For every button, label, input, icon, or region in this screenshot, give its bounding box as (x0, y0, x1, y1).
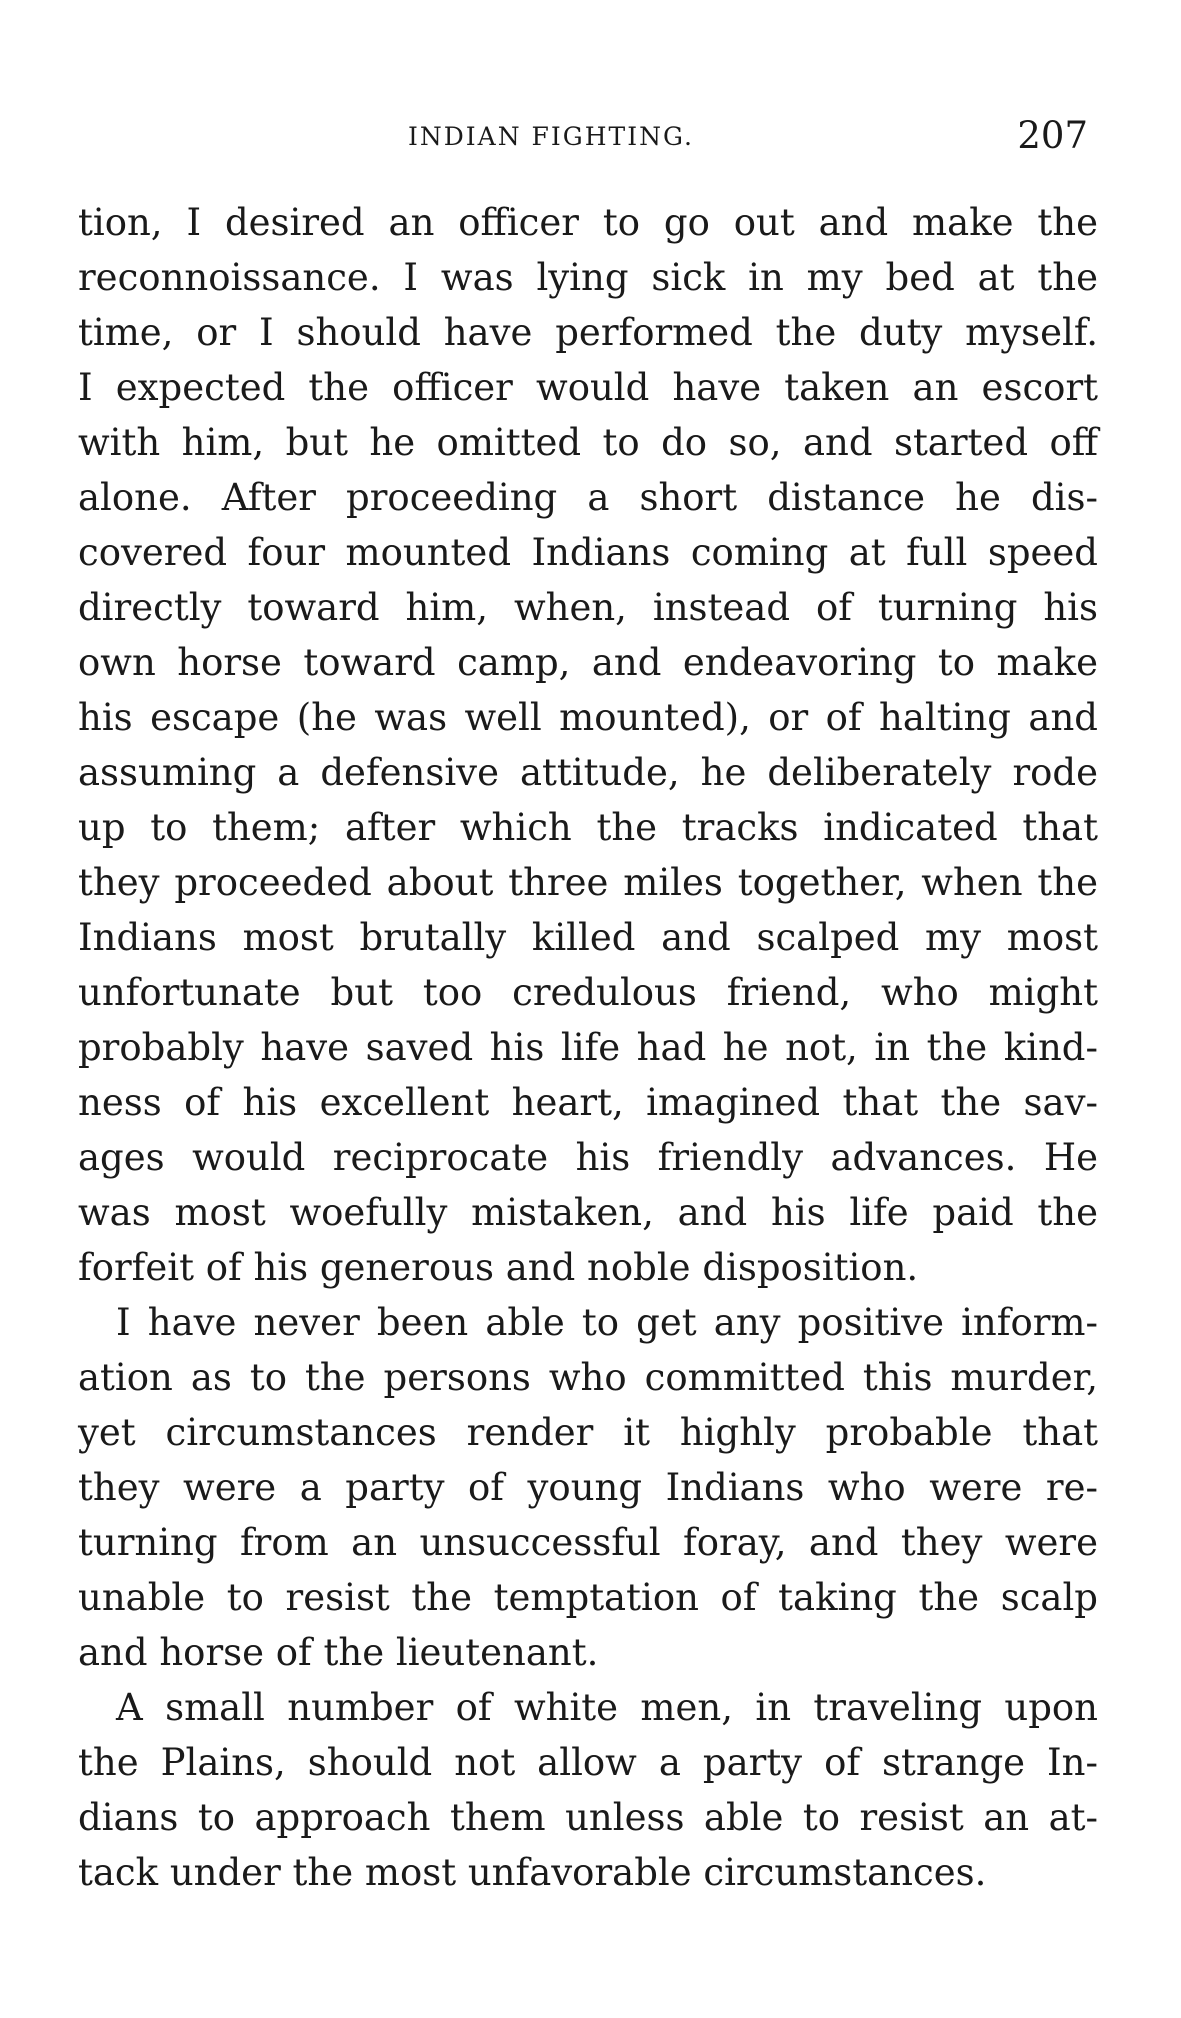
text-line: time, or I should have performed the duty myself. (78, 311, 1098, 354)
text-line: covered four mounted Indians coming at full speed (78, 531, 1098, 574)
text-line: Indians most brutally killed and scalped my most (78, 916, 1098, 959)
body-text (78, 195, 1098, 1900)
text-line: ation as to the persons who committed this murder, (78, 1356, 1098, 1399)
text-line: reconnoissance. I was lying sick in my bed at the (78, 256, 1098, 299)
text-line: I expected the officer would have taken an escort (78, 366, 1098, 409)
paragraph (78, 1680, 1098, 1900)
text-line: assuming a defensive attitude, he deliberately rode (78, 751, 1098, 794)
text-line: unable to resist the temptation of taking the scalp (78, 1576, 1098, 1619)
text-line: with him, but he omitted to do so, and started off (78, 421, 1098, 464)
text-line: ness of his excellent heart, imagined that the sav- (78, 1081, 1098, 1124)
text-line: tion, I desired an officer to go out and make the (78, 201, 1098, 244)
text-line: probably have saved his life had he not, in the kind- (78, 1026, 1098, 1069)
text-line: ages would reciprocate his friendly advances. He (78, 1136, 1098, 1179)
text-line: A small number of white men, in traveling upon (116, 1686, 1098, 1729)
text-line: yet circumstances render it highly probable that (78, 1411, 1098, 1454)
text-line: I have never been able to get any positive inform- (116, 1301, 1098, 1344)
paragraph (78, 1295, 1098, 1680)
text-line: turning from an unsuccessful foray, and they were (78, 1521, 1098, 1564)
text-line: his escape (he was well mounted), or of halting and (78, 696, 1098, 739)
text-line: dians to approach them unless able to resist an at- (78, 1796, 1098, 1839)
text-line: alone. After proceeding a short distance he dis- (78, 476, 1098, 519)
text-line: forfeit of his generous and noble disposition. (78, 1246, 919, 1289)
text-line: own horse toward camp, and endeavoring to make (78, 641, 1098, 684)
text-line: they were a party of young Indians who were re- (78, 1466, 1098, 1509)
text-line: and horse of the lieutenant. (78, 1631, 599, 1674)
text-line: they proceeded about three miles together, when the (78, 861, 1098, 904)
running-title: INDIAN FIGHTING. (408, 122, 694, 151)
running-head (78, 114, 1088, 158)
text-line: was most woefully mistaken, and his life paid the (78, 1191, 1098, 1234)
text-line: up to them; after which the tracks indicated that (78, 806, 1098, 849)
text-line: unfortunate but too credulous friend, who might (78, 971, 1098, 1014)
text-line: directly toward him, when, instead of turning his (78, 586, 1098, 629)
paragraph (78, 195, 1098, 1295)
page-number: 207 (1017, 114, 1088, 157)
text-line: the Plains, should not allow a party of strange In- (78, 1741, 1098, 1784)
text-line: tack under the most unfavorable circumstances. (78, 1851, 987, 1894)
